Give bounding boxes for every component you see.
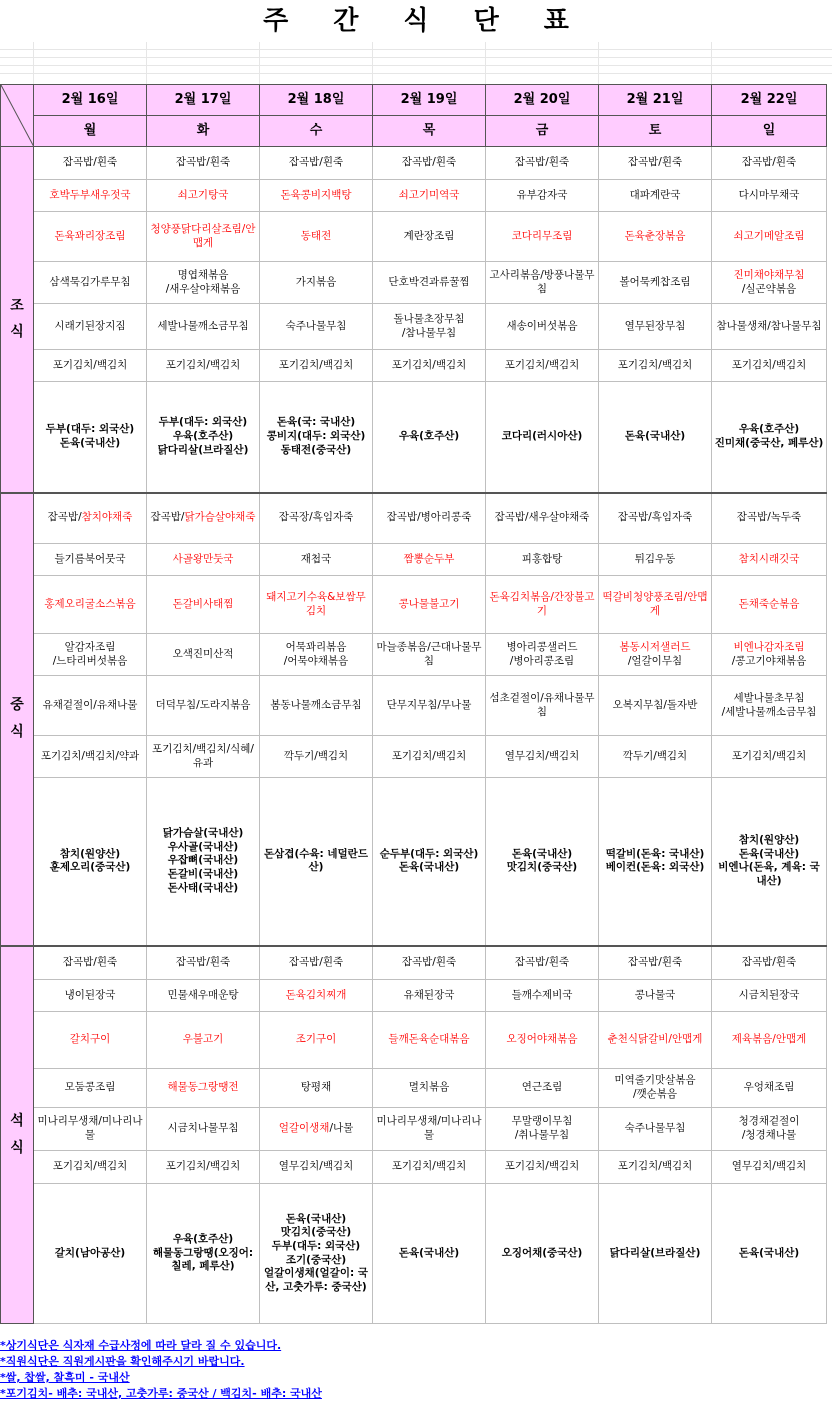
weekday-header: 화 bbox=[147, 116, 260, 147]
menu-cell: 우불고기 bbox=[147, 1012, 260, 1069]
menu-cell: 재첩국 bbox=[260, 544, 373, 576]
menu-cell: 연근조림 bbox=[486, 1069, 599, 1108]
menu-cell: 잡곡밥/흰죽 bbox=[260, 946, 373, 980]
menu-cell: 청양풍닭다리살조림/안맵게 bbox=[147, 212, 260, 262]
menu-cell: 비엔나감자조림 /콩고기야채볶음 bbox=[712, 634, 827, 676]
menu-cell: 삼색묵김가루무침 bbox=[34, 262, 147, 304]
menu-cell: 포기김치/백김치 bbox=[260, 350, 373, 382]
meal-label-breakfast: 조 식 bbox=[1, 147, 34, 493]
origin-cell: 돈육(국: 국내산) 콩비지(대두: 외국산) 동태전(중국산) bbox=[260, 382, 373, 493]
origin-cell: 두부(대두: 외국산) 우육(호주산) 닭다리살(브라질산) bbox=[147, 382, 260, 493]
menu-cell: 코다리무조림 bbox=[486, 212, 599, 262]
menu-cell: 잡곡밥/닭가슴살야채죽 bbox=[147, 493, 260, 544]
menu-cell: 제육볶음/안맵게 bbox=[712, 1012, 827, 1069]
menu-cell: 튀김우동 bbox=[599, 544, 712, 576]
origin-cell: 우육(호주산) bbox=[373, 382, 486, 493]
menu-cell: 민물새우매운탕 bbox=[147, 980, 260, 1012]
menu-cell: 피홍합탕 bbox=[486, 544, 599, 576]
menu-cell: 포기김치/백김치/식혜/유과 bbox=[147, 736, 260, 778]
menu-cell: 열무김치/백김치 bbox=[260, 1151, 373, 1184]
menu-cell: 잡곡밥/녹두죽 bbox=[712, 493, 827, 544]
menu-cell: 우엉채조림 bbox=[712, 1069, 827, 1108]
date-header: 2월 20일 bbox=[486, 85, 599, 116]
menu-cell: 유채된장국 bbox=[373, 980, 486, 1012]
menu-cell: 잡곡밥/흰죽 bbox=[712, 147, 827, 180]
origin-cell: 떡갈비(돈육: 국내산) 베이컨(돈육: 외국산) bbox=[599, 778, 712, 946]
menu-cell: 더덕무침/도라지볶음 bbox=[147, 676, 260, 736]
menu-cell: 잡곡밥/흰죽 bbox=[599, 946, 712, 980]
meal-label-dinner: 석 식 bbox=[1, 946, 34, 1324]
menu-cell: 숙주나물무침 bbox=[599, 1108, 712, 1151]
menu-cell: 쇠고기메알조림 bbox=[712, 212, 827, 262]
menu-cell: 오색진미산적 bbox=[147, 634, 260, 676]
origin-cell: 오징어채(중국산) bbox=[486, 1184, 599, 1324]
menu-cell: 잡곡밥/흰죽 bbox=[147, 147, 260, 180]
menu-cell: 미나리무생채/미나리나물 bbox=[34, 1108, 147, 1151]
menu-cell: 잡곡밥/흰죽 bbox=[147, 946, 260, 980]
notes bbox=[0, 1338, 832, 1402]
menu-cell: 돈갈비사태찜 bbox=[147, 576, 260, 634]
menu-cell: 무말랭이무침 /취나물무침 bbox=[486, 1108, 599, 1151]
weekday-header: 일 bbox=[712, 116, 827, 147]
menu-cell: 콩나물불고기 bbox=[373, 576, 486, 634]
origin-cell: 돈삼겹(수육: 네덜란드산) bbox=[260, 778, 373, 946]
menu-cell: 잡곡밥/참치야채죽 bbox=[34, 493, 147, 544]
menu-cell: 깍두기/백김치 bbox=[260, 736, 373, 778]
menu-cell: 사골왕만둣국 bbox=[147, 544, 260, 576]
weekly-menu-table bbox=[0, 84, 827, 1324]
origin-cell: 우육(호주산) 진미채(중국산, 페루산) bbox=[712, 382, 827, 493]
menu-cell: 잡곡밥/흰죽 bbox=[712, 946, 827, 980]
date-header: 2월 19일 bbox=[373, 85, 486, 116]
menu-cell: 포기김치/백김치 bbox=[599, 350, 712, 382]
menu-cell: 잡곡장/흑임자죽 bbox=[260, 493, 373, 544]
menu-cell: 포기김치/백김치 bbox=[147, 1151, 260, 1184]
menu-cell: 얼갈이생채/나물 bbox=[260, 1108, 373, 1151]
menu-cell: 콩나물국 bbox=[599, 980, 712, 1012]
menu-cell: 포기김치/백김치 bbox=[486, 350, 599, 382]
menu-cell: 돈육꽈리장조림 bbox=[34, 212, 147, 262]
date-header: 2월 22일 bbox=[712, 85, 827, 116]
menu-cell: 오복지무침/돌자반 bbox=[599, 676, 712, 736]
origin-cell: 두부(대두: 외국산) 돈육(국내산) bbox=[34, 382, 147, 493]
menu-cell: 포기김치/백김치/약과 bbox=[34, 736, 147, 778]
menu-cell: 참치시래깃국 bbox=[712, 544, 827, 576]
origin-cell: 참치(원양산) 훈제오리(중국산) bbox=[34, 778, 147, 946]
menu-cell: 포기김치/백김치 bbox=[34, 350, 147, 382]
menu-cell: 세발나물초무침 /세발나물깨소금무침 bbox=[712, 676, 827, 736]
menu-cell: 단호박견과류꿀찜 bbox=[373, 262, 486, 304]
menu-cell: 포기김치/백김치 bbox=[34, 1151, 147, 1184]
menu-cell: 해물동그랑땡전 bbox=[147, 1069, 260, 1108]
menu-cell: 숙주나물무침 bbox=[260, 304, 373, 350]
weekday-header: 토 bbox=[599, 116, 712, 147]
menu-cell: 쇠고기미역국 bbox=[373, 180, 486, 212]
menu-cell: 포기김치/백김치 bbox=[712, 350, 827, 382]
menu-cell: 단무지무침/무나물 bbox=[373, 676, 486, 736]
menu-cell: 돌나물초장무침 /참나물무침 bbox=[373, 304, 486, 350]
origin-cell: 닭가슴살(국내산) 우사골(국내산) 우잡뼈(국내산) 돈갈비(국내산) 돈사태(국내산) bbox=[147, 778, 260, 946]
menu-cell: 잡곡밥/흰죽 bbox=[486, 147, 599, 180]
menu-cell: 가지볶음 bbox=[260, 262, 373, 304]
origin-cell: 순두부(대두: 외국산) 돈육(국내산) bbox=[373, 778, 486, 946]
menu-cell: 떡갈비청양풍조림/안맵게 bbox=[599, 576, 712, 634]
weekday-header: 금 bbox=[486, 116, 599, 147]
menu-cell: 동태전 bbox=[260, 212, 373, 262]
date-header: 2월 21일 bbox=[599, 85, 712, 116]
menu-cell: 포기김치/백김치 bbox=[486, 1151, 599, 1184]
menu-cell: 미나리무생채/미나리나물 bbox=[373, 1108, 486, 1151]
menu-cell: 호박두부새우젓국 bbox=[34, 180, 147, 212]
menu-cell: 잡곡밥/흰죽 bbox=[486, 946, 599, 980]
menu-cell: 세발나물깨소금무침 bbox=[147, 304, 260, 350]
menu-cell: 돈육김치찌개 bbox=[260, 980, 373, 1012]
note-line: *쌀, 찹쌀, 찰흑미 - 국내산 bbox=[0, 1371, 130, 1384]
menu-cell: 잡곡밥/흰죽 bbox=[34, 147, 147, 180]
menu-cell: 시금치된장국 bbox=[712, 980, 827, 1012]
weekday-header: 수 bbox=[260, 116, 373, 147]
menu-cell: 냉이된장국 bbox=[34, 980, 147, 1012]
note-line: *포기김치- 배추: 국내산, 고춧가루: 중국산 / 백김치- 배추: 국내산 bbox=[0, 1387, 322, 1400]
menu-cell: 깍두기/백김치 bbox=[599, 736, 712, 778]
menu-cell: 짬뽕순두부 bbox=[373, 544, 486, 576]
origin-cell: 돈육(국내산) 맛김치(중국산) 두부(대두: 외국산) 조기(중국산) 얼갈이생채(얼갈이: 국산, 고춧가루: 중국산) bbox=[260, 1184, 373, 1324]
menu-cell: 돈육김치볶음/간장불고기 bbox=[486, 576, 599, 634]
menu-cell: 청경채겉절이 /청경채나물 bbox=[712, 1108, 827, 1151]
menu-cell: 시금치나물무침 bbox=[147, 1108, 260, 1151]
menu-cell: 오징어야채볶음 bbox=[486, 1012, 599, 1069]
menu-cell: 돼지고기수육&보쌈무김치 bbox=[260, 576, 373, 634]
blank-spreadsheet-rows bbox=[0, 42, 832, 84]
menu-cell: 봄동시저샐러드 /얼갈이무침 bbox=[599, 634, 712, 676]
menu-cell: 포기김치/백김치 bbox=[373, 736, 486, 778]
menu-cell: 들깨수제비국 bbox=[486, 980, 599, 1012]
menu-cell: 포기김치/백김치 bbox=[373, 1151, 486, 1184]
menu-cell: 잡곡밥/새우살야채죽 bbox=[486, 493, 599, 544]
menu-cell: 대파계란국 bbox=[599, 180, 712, 212]
menu-cell: 들기름북어뭇국 bbox=[34, 544, 147, 576]
menu-cell: 탕평채 bbox=[260, 1069, 373, 1108]
origin-cell: 코다리(러시아산) bbox=[486, 382, 599, 493]
weekday-header: 목 bbox=[373, 116, 486, 147]
note-line: *상기식단은 식자재 수급사정에 따라 달라 질 수 있습니다. bbox=[0, 1339, 282, 1352]
menu-cell: 포기김치/백김치 bbox=[147, 350, 260, 382]
note-line: *직원식단은 직원게시판을 확인해주시기 바랍니다. bbox=[0, 1355, 245, 1368]
origin-cell: 참치(원양산) 돈육(국내산) 비엔나(돈육, 계육: 국내산) bbox=[712, 778, 827, 946]
menu-cell: 포기김치/백김치 bbox=[599, 1151, 712, 1184]
menu-cell: 잡곡밥/흰죽 bbox=[34, 946, 147, 980]
menu-cell: 봄동나물깨소금무침 bbox=[260, 676, 373, 736]
menu-cell: 참나물생채/참나물무침 bbox=[712, 304, 827, 350]
menu-cell: 고사리볶음/방풍나물무침 bbox=[486, 262, 599, 304]
header-corner bbox=[1, 85, 34, 147]
menu-cell: 새송이버섯볶음 bbox=[486, 304, 599, 350]
menu-cell: 알감자조림 /느타리버섯볶음 bbox=[34, 634, 147, 676]
menu-cell: 돈채죽순볶음 bbox=[712, 576, 827, 634]
menu-cell: 쇠고기탕국 bbox=[147, 180, 260, 212]
origin-cell: 돈육(국내산) bbox=[712, 1184, 827, 1324]
menu-cell: 열무된장무침 bbox=[599, 304, 712, 350]
menu-cell: 볼어묵케찹조림 bbox=[599, 262, 712, 304]
menu-cell: 포기김치/백김치 bbox=[712, 736, 827, 778]
menu-cell: 마늘종볶음/근대나물무침 bbox=[373, 634, 486, 676]
weekday-header: 월 bbox=[34, 116, 147, 147]
menu-cell: 들깨돈육순대볶음 bbox=[373, 1012, 486, 1069]
date-header: 2월 18일 bbox=[260, 85, 373, 116]
menu-cell: 돈육콩비지백탕 bbox=[260, 180, 373, 212]
origin-cell: 돈육(국내산) bbox=[373, 1184, 486, 1324]
menu-cell: 병아리콩샐러드 /병아리콩조림 bbox=[486, 634, 599, 676]
date-header: 2월 16일 bbox=[34, 85, 147, 116]
menu-cell: 명엽채볶음 /새우살야채볶음 bbox=[147, 262, 260, 304]
menu-cell: 유채겉절이/유채나물 bbox=[34, 676, 147, 736]
menu-cell: 미역줄기맛살볶음 /깻순볶음 bbox=[599, 1069, 712, 1108]
menu-cell: 갈치구이 bbox=[34, 1012, 147, 1069]
origin-cell: 닭다리살(브라질산) bbox=[599, 1184, 712, 1324]
menu-cell: 잡곡밥/흰죽 bbox=[373, 147, 486, 180]
menu-cell: 포기김치/백김치 bbox=[373, 350, 486, 382]
menu-cell: 어묵꽈리볶음 /어묵야채볶음 bbox=[260, 634, 373, 676]
menu-cell: 열무김치/백김치 bbox=[712, 1151, 827, 1184]
origin-cell: 돈육(국내산) bbox=[599, 382, 712, 493]
menu-cell: 섬초겉절이/유채나물무침 bbox=[486, 676, 599, 736]
menu-cell: 잡곡밥/병아리콩죽 bbox=[373, 493, 486, 544]
menu-cell: 홍제오리굴소스볶음 bbox=[34, 576, 147, 634]
menu-cell: 잡곡밥/흑임자죽 bbox=[599, 493, 712, 544]
menu-cell: 잡곡밥/흰죽 bbox=[260, 147, 373, 180]
meal-label-lunch: 중 식 bbox=[1, 493, 34, 946]
origin-cell: 우육(호주산) 해물동그랑땡(오징어: 칠레, 페루산) bbox=[147, 1184, 260, 1324]
page-title: 주 간 식 단 표 bbox=[263, 6, 587, 36]
menu-cell: 다시마무채국 bbox=[712, 180, 827, 212]
menu-cell: 춘천식닭갈비/안맵게 bbox=[599, 1012, 712, 1069]
date-header: 2월 17일 bbox=[147, 85, 260, 116]
origin-cell: 갈치(남아공산) bbox=[34, 1184, 147, 1324]
menu-cell: 잡곡밥/흰죽 bbox=[373, 946, 486, 980]
menu-cell: 잡곡밥/흰죽 bbox=[599, 147, 712, 180]
menu-cell: 멸치볶음 bbox=[373, 1069, 486, 1108]
menu-cell: 계란장조림 bbox=[373, 212, 486, 262]
menu-cell: 시래기된장지짐 bbox=[34, 304, 147, 350]
menu-cell: 진미채야채무침 /실곤약볶음 bbox=[712, 262, 827, 304]
menu-cell: 조기구이 bbox=[260, 1012, 373, 1069]
menu-cell: 모둠콩조림 bbox=[34, 1069, 147, 1108]
origin-cell: 돈육(국내산) 맛김치(중국산) bbox=[486, 778, 599, 946]
menu-cell: 돈육춘장볶음 bbox=[599, 212, 712, 262]
menu-cell: 유부감자국 bbox=[486, 180, 599, 212]
menu-cell: 열무김치/백김치 bbox=[486, 736, 599, 778]
